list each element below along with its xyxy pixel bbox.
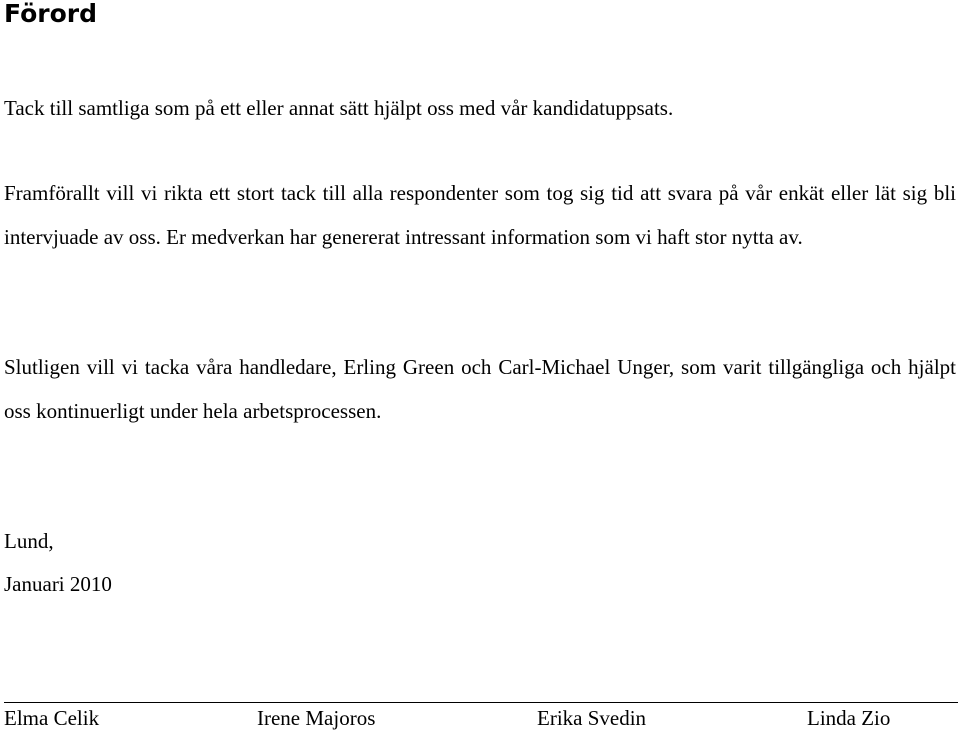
paragraph-supervisors: Slutligen vill vi tacka våra handledare, Erling Green och Carl-Michael Unger, som varit tillgängliga och hjälpt oss kontinuerligt under hela arbetsprocessen. (4, 355, 956, 423)
paragraph-respondents: Framförallt vill vi rikta ett stort tack till alla respondenter som tog sig tid att svara på vår enkät eller lät sig bli intervjuade av oss. Er medverkan har genererat intressant information som vi haft stor nytta av. (4, 181, 956, 249)
signature-name: Elma Celik (4, 706, 100, 730)
page-heading: Förord (4, 0, 97, 28)
paragraph-thanks: Tack till samtliga som på ett eller annat sätt hjälpt oss med vår kandidatuppsats. (4, 96, 674, 120)
signature-name: Erika Svedin (537, 706, 647, 730)
signature-name: Linda Zio (807, 706, 891, 730)
signature-name: Irene Majoros (257, 706, 376, 730)
closing-place: Lund, (4, 529, 54, 553)
closing-date: Januari 2010 (4, 572, 112, 596)
